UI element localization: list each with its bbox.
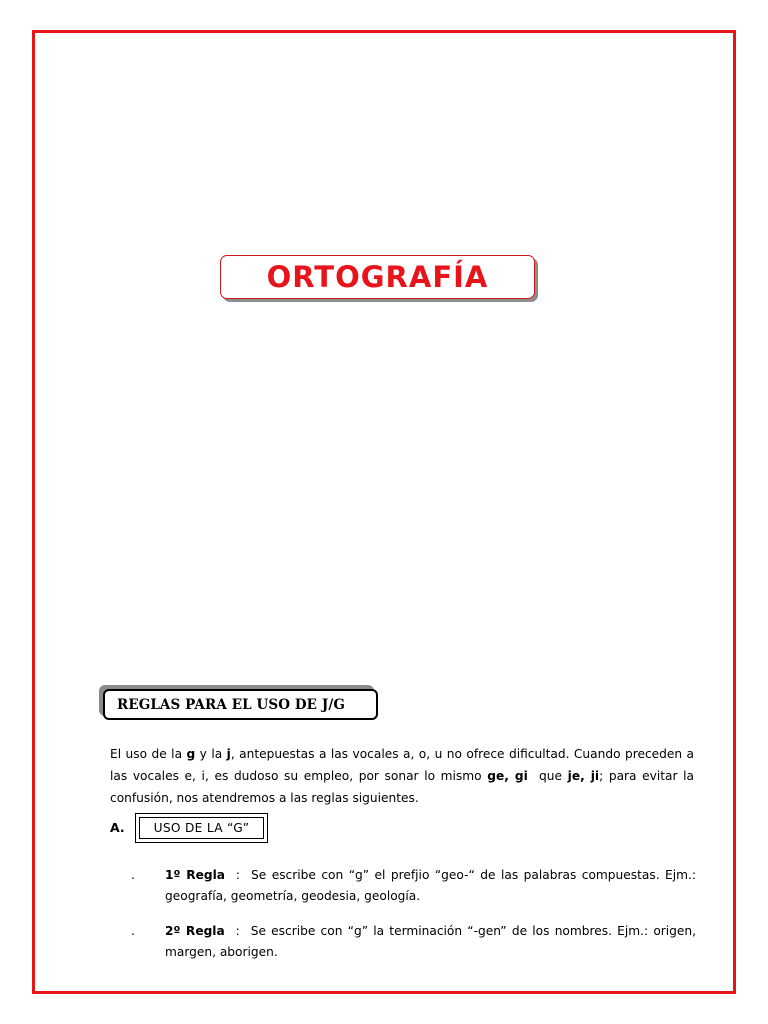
subsection-heading-box xyxy=(135,813,268,843)
intro-text: , antepuestas a las vocales a, o, u no ofrece dificultad. Cuando preceden a las vocales e, i, es dudoso su empleo, por sonar lo mismo xyxy=(110,747,695,783)
rule-name: 2º Regla xyxy=(165,924,225,938)
intro-bold-ge-gi: ge, gi xyxy=(487,769,528,783)
rule-item xyxy=(131,865,696,907)
subsection-letter: A. xyxy=(110,820,125,835)
intro-bold-j: j xyxy=(226,747,231,761)
intro-bold-je-ji: je, ji xyxy=(567,769,600,783)
rule-name: 1º Regla xyxy=(165,868,225,882)
section-header-box xyxy=(103,689,378,720)
rule-text: Se escribe con “g” la terminación “-gen” de los nombres. Ejm.: origen, margen, aborigen. xyxy=(165,924,696,959)
section-header-title: REGLAS PARA EL USO DE J/G xyxy=(117,696,345,713)
rule-text: Se escribe con “g” el prefjio “geo-“ de las palabras compuestas. Ejm.: geografía, geometría, geodesia, geología. xyxy=(165,868,696,903)
intro-text: El uso de la xyxy=(110,747,187,761)
rule-body xyxy=(165,865,696,907)
intro-text: y la xyxy=(195,747,227,761)
page-title: ORTOGRAFÍA xyxy=(266,260,489,294)
rule-separator: : xyxy=(235,924,240,938)
intro-bold-g: g xyxy=(186,747,196,761)
rule-item xyxy=(131,921,696,963)
page-border xyxy=(32,30,736,994)
intro-text: que xyxy=(527,769,568,783)
title-box xyxy=(220,255,535,299)
intro-paragraph xyxy=(110,743,694,809)
rule-body xyxy=(165,921,696,963)
intro-text: ; para evitar la confusión, nos atendremos a las reglas siguientes. xyxy=(110,769,695,805)
rule-separator: : xyxy=(235,868,241,882)
subsection-heading: USO DE LA “G” xyxy=(153,821,250,835)
rule-bullet: . xyxy=(131,868,135,882)
rule-bullet: . xyxy=(131,924,135,938)
